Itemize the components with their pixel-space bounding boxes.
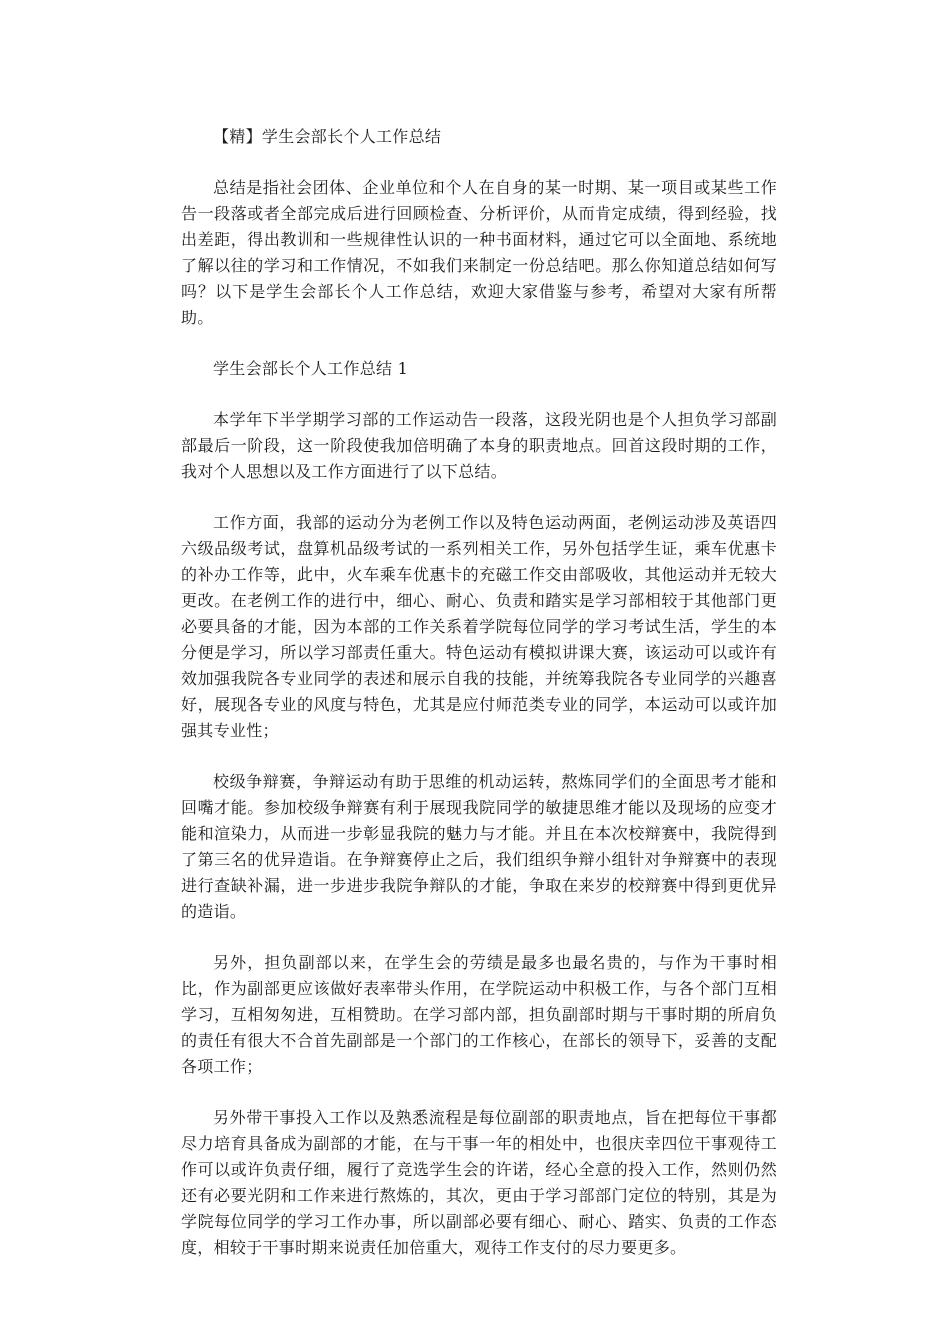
paragraph: 本学年下半学期学习部的工作运动告一段落，这段光阴也是个人担负学习部副部最后一阶段，这一阶段使我加倍明确了本身的职责地点。回首这段时期的工作，我对个人思想以及工作方面进行了以下总结。 [181, 410, 777, 481]
section-heading: 学生会部长个人工作总结 1 [213, 359, 409, 378]
document-title: 【精】学生会部长个人工作总结 [213, 127, 442, 146]
paragraph: 工作方面，我部的运动分为老例工作以及特色运动两面，老例运动涉及英语四六级品级考试，盘算机品级考试的一系列相关工作，另外包括学生证，乘车优惠卡的补办工作等，此中，火车乘车优惠卡的充磁工作交由部吸收，其他运动并无较大更改。在老例工作的进行中，细心、耐心、负责和踏实是学习部相较于其他部门更必要具备的才能，因为本部的工作关系着学院每位同学的学习考试生活，学生的本分便是学习，所以学习部责任重大。特色运动有模拟讲课大赛，该运动可以或许有效加强我院各专业同学的表述和展示自我的技能，并统筹我院各专业同学的兴趣喜好，展现各专业的风度与特色，尤其是应付师范类专业的同学，本运动可以或许加强其专业性； [181, 513, 777, 740]
paragraph: 校级争辩赛，争辩运动有助于思维的机动运转，熬炼同学们的全面思考才能和回嘴才能。参加校级争辩赛有利于展现我院同学的敏捷思维才能以及现场的应变才能和渲染力，从而进一步彰显我院的魅力与才能。并且在本次校辩赛中，我院得到了第三名的优异造诣。在争辩赛停止之后，我们组织争辩小组针对争辩赛中的表现进行查缺补漏，进一步进步我院争辩队的才能，争取在来岁的校辩赛中得到更优异的造诣。 [181, 772, 777, 921]
paragraph-intro: 总结是指社会团体、企业单位和个人在自身的某一时期、某一项目或某些工作告一段落或者全部完成后进行回顾检查、分析评价，从而肯定成绩，得到经验，找出差距，得出教训和一些规律性认识的一种书面材料，通过它可以全面地、系统地了解以往的学习和工作情况，不如我们来制定一份总结吧。那么你知道总结如何写吗？以下是学生会部长个人工作总结，欢迎大家借鉴与参考，希望对大家有所帮助。 [181, 178, 777, 327]
paragraph: 另外带干事投入工作以及熟悉流程是每位副部的职责地点，旨在把每位干事都尽力培育具备成为副部的才能，在与干事一年的相处中，也很庆幸四位干事观待工作可以或许负责仔细，履行了竞选学生会的许诺，经心全意的投入工作，然则仍然还有必要光阴和工作来进行熬炼的，其次，更由于学习部部门定位的特别，其是为学院每位同学的学习工作办事，所以副部必要有细心、耐心、踏实、负责的工作态度，相较于干事时期来说责任加倍重大，观待工作支付的尽力要更多。 [181, 1108, 777, 1257]
paragraph: 另外，担负副部以来，在学生会的劳绩是最多也最名贵的，与作为干事时相比，作为副部更应该做好表率带头作用，在学院运动中积极工作，与各个部门互相学习，互相匆匆进，互相赞助。在学习部内部，担负副部时期与干事时期的所肩负的责任有很大不合首先副部是一个部门的工作核心，在部长的领导下，妥善的支配各项工作； [181, 953, 777, 1076]
document-body [181, 124, 777, 1261]
